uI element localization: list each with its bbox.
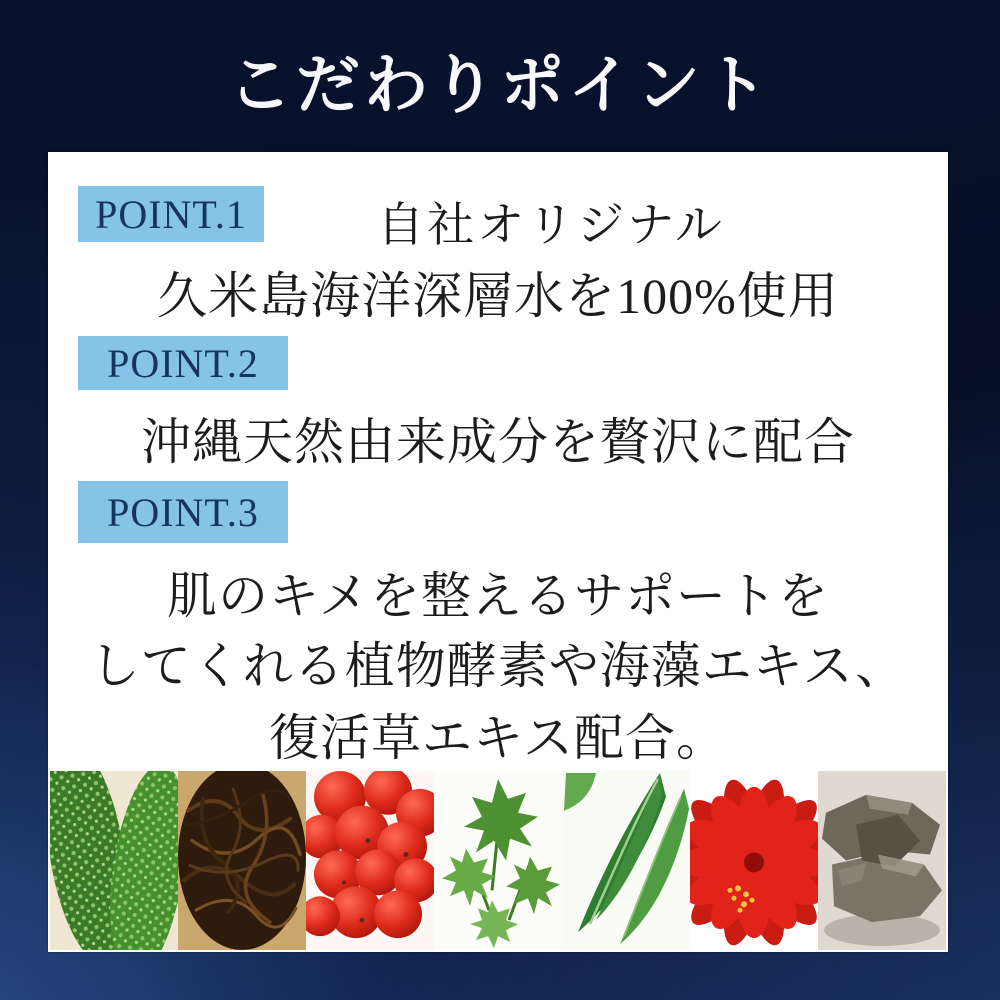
point-1-heading: 自社オリジナル <box>377 200 725 252</box>
gray-clay-photo <box>818 771 946 950</box>
page-title: こだわりポイント <box>228 50 772 121</box>
point-2-text: 沖縄天然由来成分を贅沢に配合 <box>141 414 855 470</box>
point-1-text: 久米島海洋深層水を100%使用 <box>157 268 839 324</box>
point-3-text-line-2: してくれる植物酵素や海藻エキス、 <box>89 638 907 694</box>
mozuku-seaweed-photo <box>178 771 306 950</box>
point-3-badge: POINT.3 <box>78 481 288 543</box>
point-2-badge: POINT.2 <box>78 336 288 390</box>
point-1-badge: POINT.1 <box>78 186 264 242</box>
long-green-leaves-photo <box>562 771 690 950</box>
goya-bitter-melon-photo <box>50 771 178 950</box>
point-3-text-line-1: 肌のキメを整えるサポートを <box>167 568 829 624</box>
point-3-text-line-3: 復活草エキス配合。 <box>269 710 727 766</box>
red-berries-photo <box>306 771 434 950</box>
ingredient-photo-strip <box>50 771 946 950</box>
points-card <box>48 152 948 952</box>
hibiscus-flower-photo <box>690 771 818 950</box>
herb-leaves-photo <box>434 771 562 950</box>
